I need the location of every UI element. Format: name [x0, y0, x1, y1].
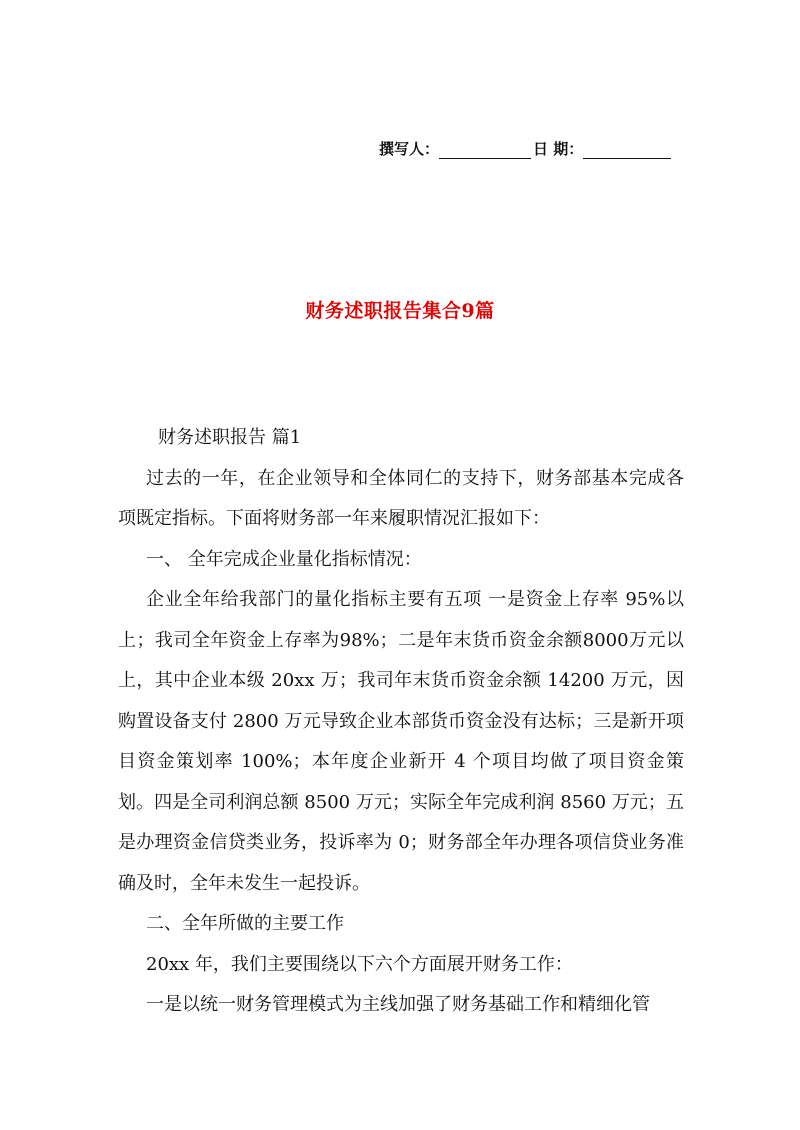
paragraph-work-intro: 20xx 年，我们主要围绕以下六个方面展开财务工作： [146, 953, 573, 975]
document-body [118, 418, 684, 1026]
paragraph-indicators: 企业全年给我部门的量化指标主要有五项 一是资金上存率 95%以上；我司全年资金上存率为98%；二是年末货币资金余额8000万元以上，其中企业本级 20xx 万；我司年末货币资金余额 14200 万元，因购置设备支付 2800 万元导致企业本部货币资金没有达标；三是新开项目资金策划率 100%；本年度企业新开 4 个项目均做了项目资金策划。四是全司利润总额 8500 万元；实际全年完成利润 8560 万元；五是办理资金信贷类业务，投诉率为 0；财务部全年办理各项信贷业务准确及时，全年未发生一起投诉。 [118, 589, 684, 894]
paragraph-work-item-1: 一是以统一财务管理模式为主线加强了财务基础工作和精细化管 [146, 994, 650, 1015]
section-heading: 财务述职报告 篇1 [158, 427, 302, 448]
paragraph-intro: 过去的一年，在企业领导和全体同仁的支持下，财务部基本完成各项既定指标。下面将财务部一年来履职情况汇报如下： [118, 467, 684, 529]
author-label: 撰写人： [379, 140, 440, 158]
author-blank [439, 142, 531, 159]
paragraph-heading-1: 一、 全年完成企业量化指标情况： [146, 548, 422, 570]
paragraph-heading-2: 二、全年所做的主要工作 [146, 913, 344, 934]
date-label: 日 期： [533, 140, 584, 158]
document-title: 财务述职报告集合9篇 [305, 300, 495, 322]
date-blank [583, 142, 671, 159]
author-date-line [379, 138, 671, 159]
